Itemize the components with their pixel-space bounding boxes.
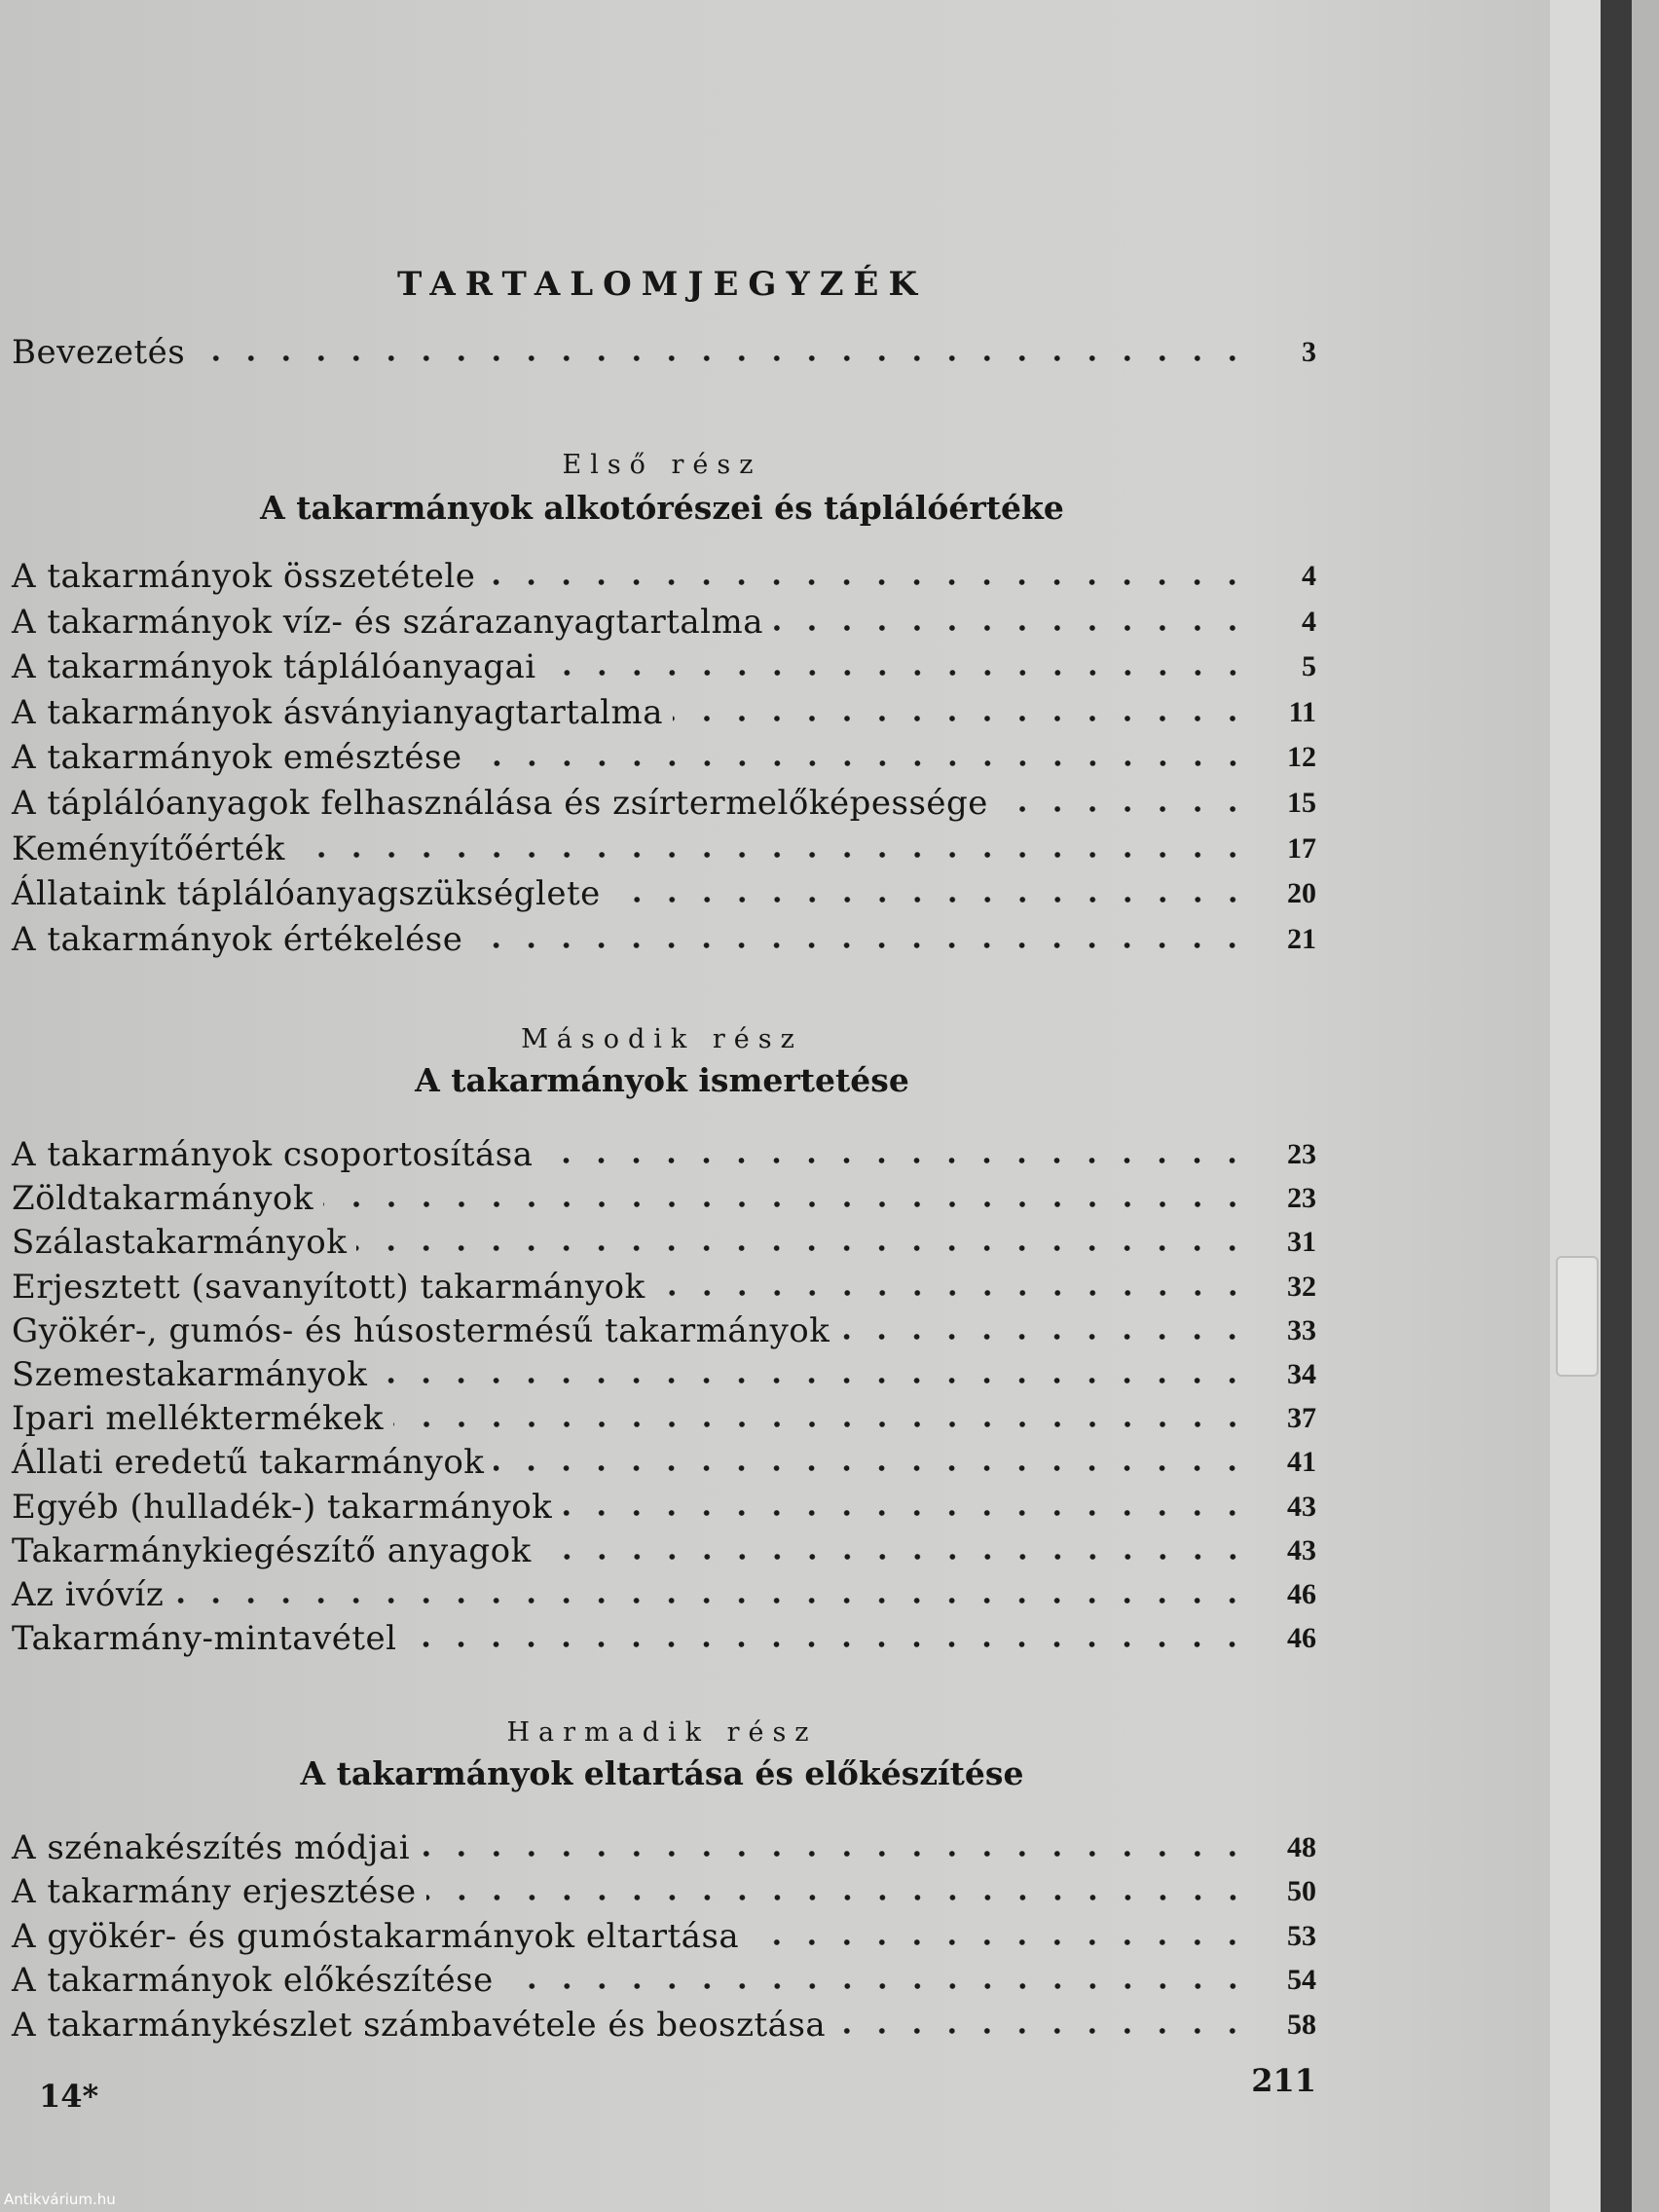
- dot-leader: [839, 1332, 1250, 1342]
- dot-leader: [356, 1243, 1250, 1253]
- signature-mark: 14*: [39, 2078, 99, 2115]
- toc-entry-title: A takarmánykészlet számbavétele és beosztása: [12, 2005, 827, 2045]
- dot-leader: [426, 1893, 1250, 1902]
- toc-entry: [12, 2000, 1316, 2045]
- toc-entry: [12, 1569, 1316, 1614]
- part-label: Első rész: [562, 450, 762, 480]
- dot-leader: [503, 1981, 1250, 1991]
- dot-leader: [195, 353, 1250, 363]
- dot-leader: [393, 1419, 1250, 1429]
- paper-tab: [1556, 1256, 1599, 1377]
- toc-entry-title: Erjesztett (savanyított) takarmányok: [12, 1267, 645, 1307]
- toc-entry-title: Gyökér-, gumós- és húsostermésű takarmányok: [12, 1310, 830, 1350]
- toc-entry: [12, 1349, 1316, 1394]
- toc-entry: [12, 1129, 1316, 1174]
- dot-leader: [295, 850, 1250, 860]
- toc-entry-page: 12: [1287, 741, 1316, 774]
- toc-entry-page: 53: [1287, 1919, 1316, 1952]
- dot-leader: [541, 1552, 1250, 1562]
- dot-leader: [673, 714, 1250, 723]
- toc-entry-title: A takarmányok összetétele: [12, 557, 476, 596]
- toc-entry-page: 43: [1287, 1490, 1316, 1523]
- toc-entry-title: A táplálóanyagok felhasználása és zsírtermelőképessége: [12, 784, 988, 823]
- toc-entry: [12, 1173, 1316, 1218]
- toc-entry-title: Takarmánykiegészítő anyagok: [12, 1530, 532, 1570]
- toc-entry-title: A takarmány erjesztése: [12, 1872, 417, 1912]
- toc-entry-page: 31: [1287, 1226, 1316, 1259]
- toc-entry-page: 23: [1287, 1138, 1316, 1170]
- toc-entry: [12, 778, 1316, 823]
- toc-entry-page: 41: [1287, 1446, 1316, 1479]
- watermark: Antikvárium.hu: [4, 2191, 116, 2208]
- toc-entry: [12, 824, 1316, 868]
- toc-entry: [12, 1437, 1316, 1482]
- toc-entry-title: A szénakészítés módjai: [12, 1828, 411, 1867]
- toc-entry-intro: [12, 327, 1316, 372]
- part-label: Második rész: [521, 1024, 803, 1054]
- dot-leader: [749, 1937, 1250, 1947]
- dot-leader: [173, 1596, 1250, 1605]
- part-title: A takarmányok ismertetése: [415, 1061, 909, 1099]
- toc-entry: [12, 1306, 1316, 1350]
- toc-entry-page: 50: [1287, 1875, 1316, 1908]
- dot-leader: [377, 1376, 1250, 1385]
- toc-entry: [12, 1217, 1316, 1262]
- toc-entry-title: A takarmányok víz- és szárazanyagtartalma: [12, 602, 764, 642]
- toc-entry-page: 58: [1287, 2008, 1316, 2041]
- dot-leader: [494, 1463, 1250, 1473]
- dot-leader: [655, 1288, 1250, 1298]
- toc-entry-title: Állataink táplálóanyagszükséglete: [12, 874, 601, 914]
- toc-entry-title: Szemestakarmányok: [12, 1355, 368, 1394]
- toc-entry: [12, 1613, 1316, 1658]
- toc-entry-title: A takarmányok táplálóanyagai: [12, 647, 536, 687]
- toc-entry-title: Egyéb (hulladék-) takarmányok: [12, 1487, 553, 1527]
- toc-entry-page: 54: [1287, 1964, 1316, 1997]
- toc-entry-page: 15: [1287, 787, 1316, 819]
- dot-leader: [998, 804, 1250, 814]
- page-title: TARTALOMJEGYZÉK: [396, 265, 928, 304]
- toc-entry-title: Zöldtakarmányok: [12, 1179, 313, 1219]
- toc-entry-title: A takarmányok ásványianyagtartalma: [12, 692, 664, 732]
- dot-leader: [472, 940, 1250, 950]
- toc-entry-page: 32: [1287, 1270, 1316, 1303]
- page-gutter: [1550, 0, 1601, 2212]
- dot-leader: [406, 1640, 1250, 1649]
- toc-entry: [12, 597, 1316, 642]
- toc-entry: [12, 642, 1316, 686]
- dot-leader: [562, 1508, 1250, 1518]
- part-title: A takarmányok eltartása és előkészítése: [300, 1754, 1024, 1792]
- toc-entry-title: Bevezetés: [12, 333, 186, 372]
- dot-leader: [420, 1849, 1250, 1859]
- dot-leader: [546, 668, 1250, 678]
- toc-entry-page: 4: [1302, 560, 1316, 592]
- toc-entry-page: 37: [1287, 1402, 1316, 1435]
- toc-entry-page: 4: [1302, 605, 1316, 638]
- part-label: Harmadik rész: [506, 1717, 818, 1748]
- dot-leader: [610, 895, 1250, 904]
- toc-entry-title: Állati eredetű takarmányok: [12, 1443, 485, 1483]
- dot-leader: [323, 1199, 1250, 1209]
- toc-entry: [12, 551, 1316, 596]
- toc-entry: [12, 1482, 1316, 1527]
- book-spine: [1601, 0, 1632, 2212]
- toc-entry: [12, 868, 1316, 913]
- toc-entry-title: A takarmányok előkészítése: [12, 1961, 494, 2001]
- toc-entry-page: 5: [1302, 650, 1316, 683]
- toc-entry: [12, 1911, 1316, 1956]
- dot-leader: [485, 577, 1250, 587]
- toc-entry: [12, 1823, 1316, 1867]
- toc-entry-page: 43: [1287, 1533, 1316, 1567]
- toc-entry-title: Keményítőérték: [12, 829, 285, 868]
- toc-entry-page: 33: [1287, 1313, 1316, 1346]
- toc-entry-title: A takarmányok értékelése: [12, 919, 463, 959]
- toc-entry: [12, 1955, 1316, 2000]
- toc-entry-page: 21: [1287, 922, 1316, 955]
- toc-entry: [12, 1526, 1316, 1570]
- book-cover-edge: [1632, 0, 1659, 2212]
- toc-entry: [12, 1262, 1316, 1307]
- toc-entry-page: 23: [1287, 1182, 1316, 1215]
- toc-entry: [12, 914, 1316, 959]
- toc-entry-page: 46: [1287, 1622, 1316, 1655]
- toc-entry-page: 34: [1287, 1358, 1316, 1390]
- dot-leader: [542, 1156, 1250, 1165]
- dot-leader: [835, 2026, 1250, 2036]
- toc-entry-page: 17: [1287, 831, 1316, 865]
- dot-leader: [773, 623, 1250, 633]
- toc-entry: [12, 732, 1316, 777]
- toc-entry: [12, 1866, 1316, 1911]
- toc-entry: [12, 687, 1316, 732]
- part-title: A takarmányok alkotórészei és táplálóértéke: [260, 489, 1064, 527]
- page-number: 211: [1251, 2062, 1316, 2099]
- toc-entry-title: A takarmányok csoportosítása: [12, 1135, 534, 1174]
- toc-entry-title: Ipari melléktermékek: [12, 1399, 384, 1439]
- toc-entry-title: Takarmány-mintavétel: [12, 1619, 397, 1659]
- toc-entry-page: 48: [1287, 1831, 1316, 1863]
- toc-entry-page: 11: [1288, 695, 1316, 728]
- toc-entry-page: 46: [1287, 1578, 1316, 1610]
- toc-entry-title: A takarmányok emésztése: [12, 738, 462, 778]
- toc-entry: [12, 1393, 1316, 1438]
- toc-entry-title: Szálastakarmányok: [12, 1223, 348, 1263]
- toc-entry-page: 3: [1302, 336, 1316, 368]
- toc-entry-title: A gyökér- és gumóstakarmányok eltartása: [12, 1916, 740, 1956]
- toc-entry-page: 20: [1287, 877, 1316, 910]
- toc-entry-title: Az ivóvíz: [12, 1575, 165, 1614]
- dot-leader: [472, 758, 1250, 768]
